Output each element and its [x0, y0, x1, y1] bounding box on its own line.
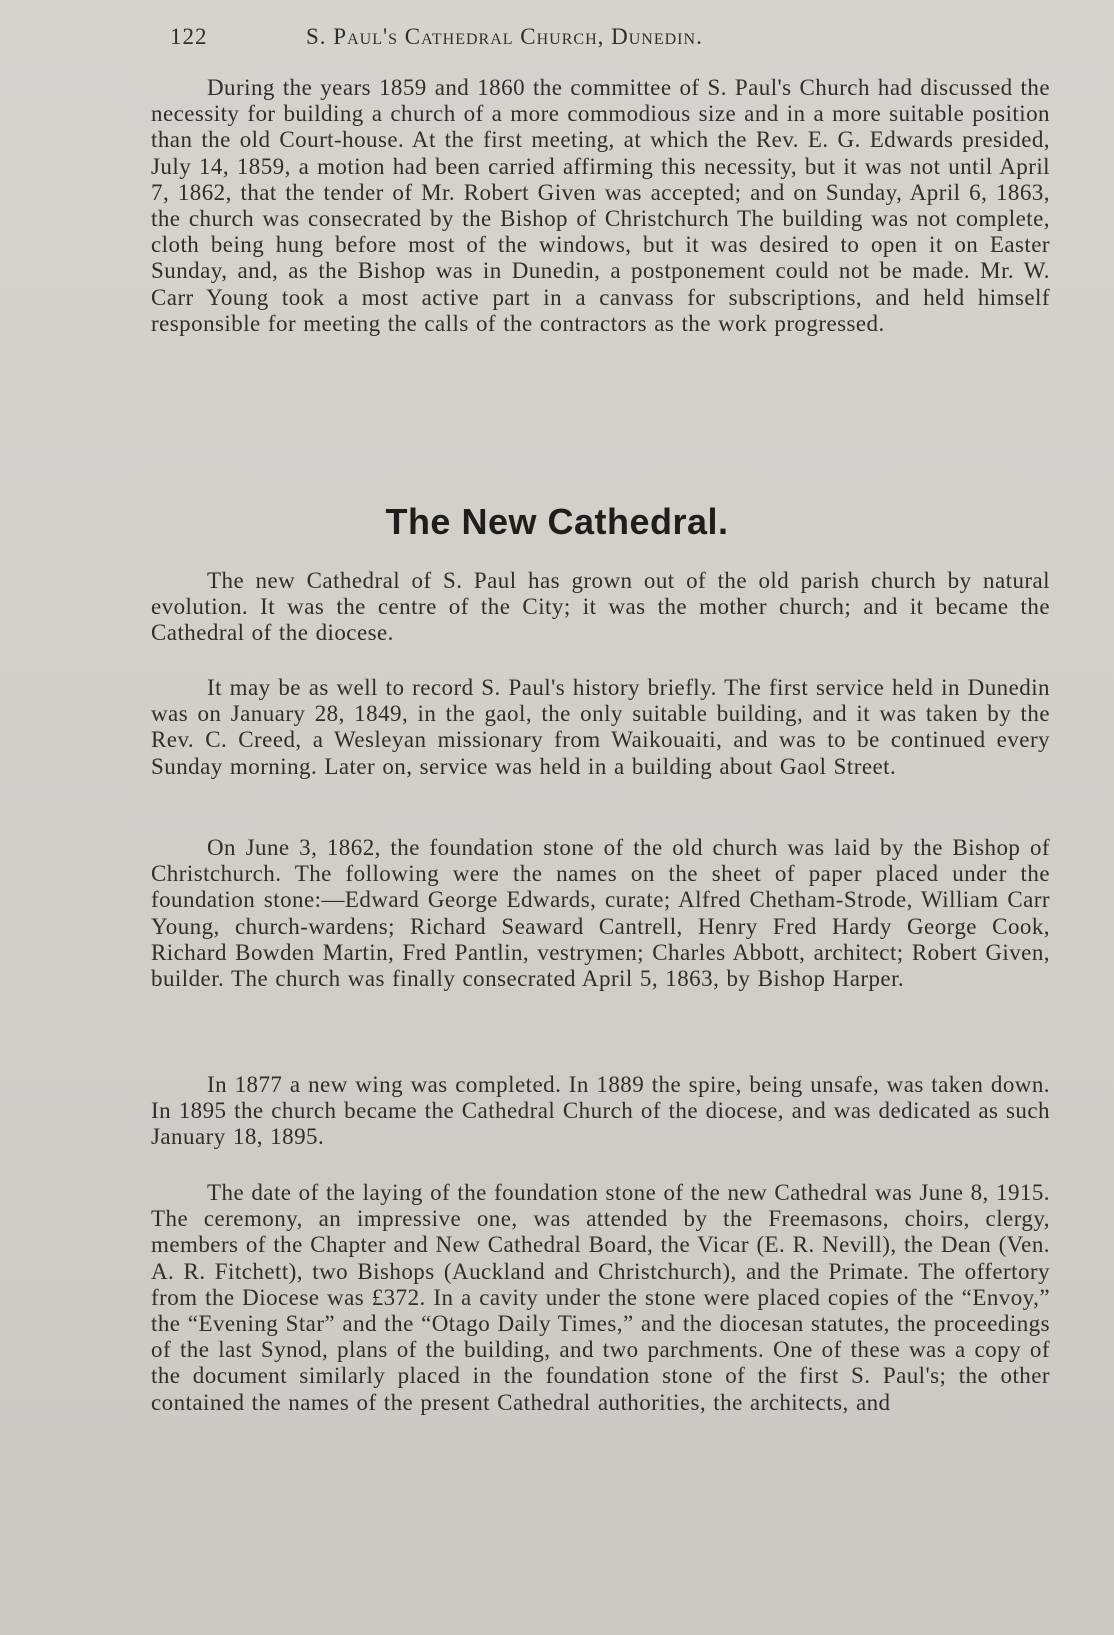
page-header — [170, 20, 910, 54]
paragraph-history: It may be as well to record S. Paul's history briefly. The first service held in Dunedin was on January 28, 1849, in the gaol, the only suitable building, and it was taken by the Rev. C. Creed, a Wesleyan missionary from Waikouaiti, and was to be continued every Sunday morning. Later on, service was held in a building about Gaol Street. — [151, 675, 1050, 779]
paragraph-old-church: During the years 1859 and 1860 the committee of S. Paul's Church had discussed the necessity for building a church of a more commodious size and in a more suitable position than the old Court-house. At the first meeting, at which the Rev. E. G. Edwards presided, July 14, 1859, a motion had been carried affirming this necessity, but it was not until April 7, 1862, that the tender of Mr. Robert Given was accepted; and on Sunday, April 6, 1863, the church was consecrated by the Bishop of Christchurch The building was not complete, cloth being hung before most of the windows, but it was desired to open it on Easter Sunday, and, as the Bishop was in Dunedin, a postponement could not be made. Mr. W. Carr Young took a most active part in a canvass for subscriptions, and held himself responsible for meeting the calls of the contractors as the work progressed. — [151, 75, 1050, 336]
paragraph-new-foundation: The date of the laying of the foundation stone of the new Cathedral was June 8, 1915. The ceremony, an impressive one, was attended by the Freemasons, choirs, clergy, members of the Chapter and New Cathedral Board, the Vicar (E. R. Nevill), the Dean (Ven. A. R. Fitchett), two Bishops (Auckland and Christchurch), and the Primate. The offertory from the Diocese was £372. In a cavity under the stone were placed copies of the “Envoy,” the “Evening Star” and the “Otago Daily Times,” and the diocesan statutes, the proceedings of the last Synod, plans of the building, and two parchments. One of these was a copy of the document similarly placed in the foundation stone of the first S. Paul's; the other contained the names of the present Cathedral authorities, the architects, and — [151, 1180, 1050, 1415]
running-title: S. Paul's Cathedral Church, Dunedin. — [306, 24, 703, 49]
paragraph-later-works: In 1877 a new wing was completed. In 1889 the spire, being unsafe, was taken down. In 1895 the church became the Cathedral Church of the diocese, and was dedicated as such January 18, 1895. — [151, 1072, 1050, 1150]
page-number: 122 — [170, 24, 208, 49]
paragraph-new-cathedral-intro: The new Cathedral of S. Paul has grown out of the old parish church by natural evolution. It was the centre of the City; it was the mother church; and it became the Cathedral of the diocese. — [151, 568, 1050, 646]
section-title: The New Cathedral. — [385, 501, 729, 542]
paragraph-foundation-stone: On June 3, 1862, the foundation stone of the old church was laid by the Bishop of Christchurch. The following were the names on the sheet of paper placed under the foundation stone:—Edward George Edwards, curate; Alfred Chetham-Strode, William Carr Young, church-wardens; Richard Seaward Cantrell, Henry Fred Hardy George Cook, Richard Bowden Martin, Fred Pantlin, vestrymen; Charles Abbott, architect; Robert Given, builder. The church was finally consecrated April 5, 1863, by Bishop Harper. — [151, 835, 1050, 992]
